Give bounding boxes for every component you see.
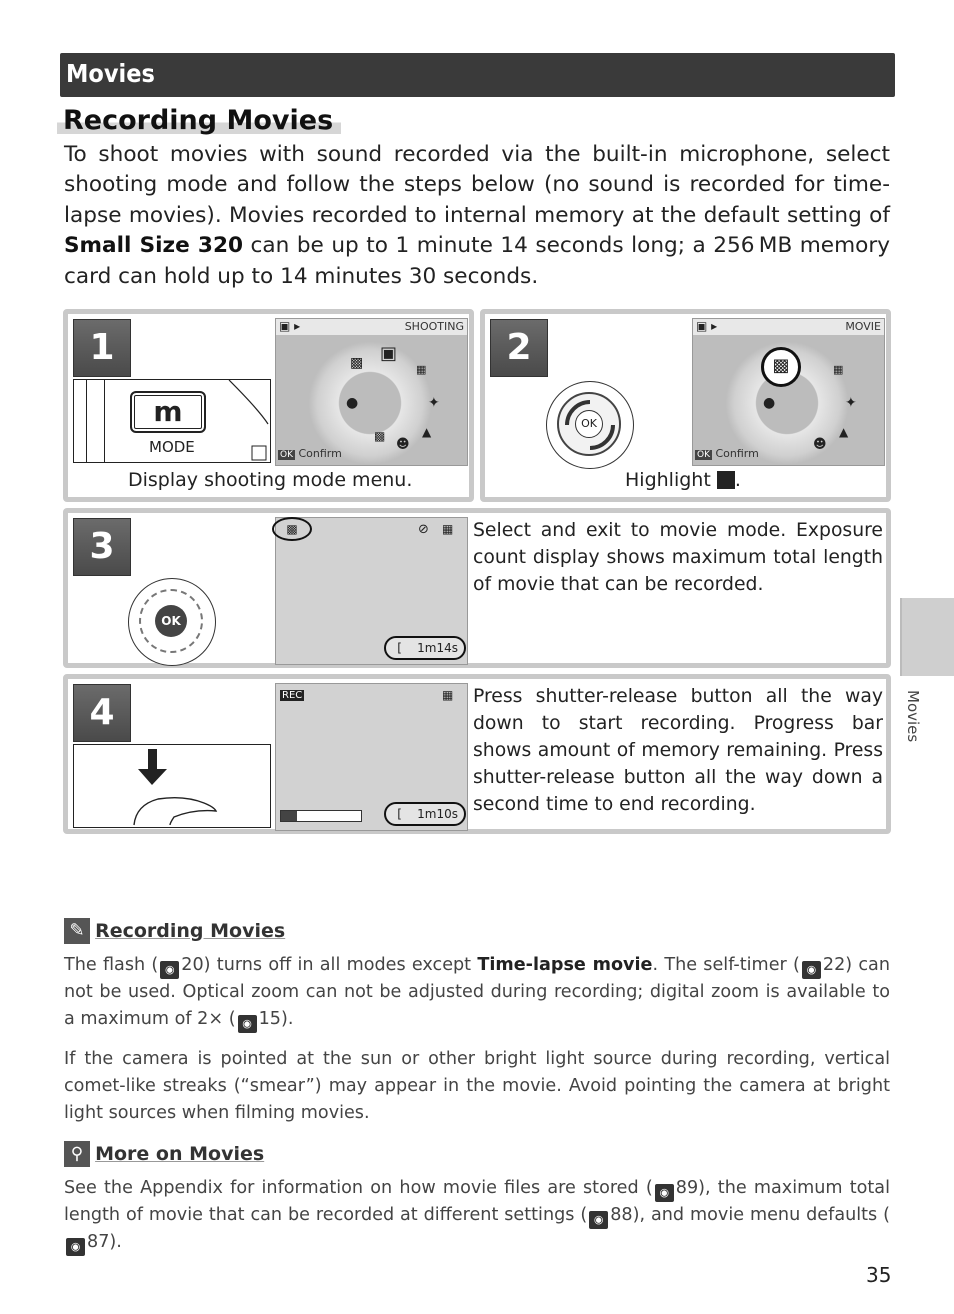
note-paragraph-1: The flash ( ◉ 20) turns off in all modes except Time-lapse movie. The self-timer ( ◉ 22) can not be used. Optical zoom can not be adjusted during recording; digital zoom is available to a maximum of 2× ( ◉ 15). [64, 952, 890, 1033]
intro-bold-setting: Small Size 320 [64, 233, 244, 259]
chapter-side-label: Movies [904, 690, 922, 743]
page-ref-icon: ◉ [238, 1015, 257, 1033]
ok-button: OK [575, 410, 603, 438]
ok-button-pressed: OK [155, 605, 187, 637]
movie-menu-screen [692, 318, 885, 466]
camera-small-icon: ▣ ▸ [279, 319, 301, 333]
note-paragraph-2: If the camera is pointed at the sun or other bright light source during recording, vertical comet-like streaks (“smear”) may appear in the movie. Avoid pointing the camera at bright light sources when filming movies. [64, 1049, 890, 1123]
lcd-menu-title: MOVIE [845, 320, 881, 333]
shooting-menu-screen [275, 318, 468, 466]
note-heading: ⚲ More on Movies [64, 1141, 890, 1171]
movie-icon [717, 471, 735, 489]
note-heading: ✎ Recording Movies [64, 918, 890, 948]
lcd-menu-title: SHOOTING [404, 320, 464, 333]
step-number: 4 [73, 684, 131, 742]
flash-off-icon: ⊘ [418, 522, 429, 537]
movie-mode-indicator: ▩ [272, 517, 312, 541]
intro-paragraph: To shoot movies with sound recorded via the built-in microphone, select shooting mode and follow the steps below (no sound is recorded for time-lapse movies). Movies recorded to internal memory at the default setting of Small Size 320 can be up to 1 minute 14 seconds long; a 256 MB memory card can hold up to 14 minutes 30 seconds. [64, 142, 890, 289]
step-description: Select and exit to movie mode. Exposure count display shows maximum total length of movie that can be recorded. [473, 520, 883, 595]
step-description: Press shutter-release button all the way down to start recording. Progress bar shows amount of memory remaining. Press shutter-release button all the way down a second time to end recording. [473, 686, 883, 815]
note-paragraph: See the Appendix for information on how movie files are stored ( ◉ 89), the maximum total length of movie that can be recorded at different settings ( ◉ 88), and movie menu defaults (◉ 87). [64, 1175, 890, 1256]
memory-icon: ▦ [442, 522, 454, 536]
camera-mode-icon: ▣ [380, 343, 398, 364]
m-button-icon: m [130, 391, 206, 433]
step-4-panel [63, 674, 891, 834]
page-ref-icon: ◉ [655, 1184, 674, 1202]
exposure-count-display: [ 1m14s [384, 636, 466, 660]
scene-mode-icon: ▦ [833, 363, 844, 376]
landscape-icon: ▲ [839, 425, 849, 439]
shutter-press-illustration [73, 744, 271, 828]
page-ref-icon: ◉ [589, 1211, 608, 1229]
note-recording-movies [64, 918, 890, 1127]
flash-icon: ✦ [428, 395, 440, 411]
section-header-bar [60, 53, 895, 97]
portrait-icon: ☻ [813, 437, 827, 452]
portrait-icon: ☻ [396, 437, 410, 452]
step-number: 1 [73, 319, 131, 377]
memory-icon: ▦ [442, 688, 454, 702]
movie-mode-screen [275, 517, 468, 665]
step-1-panel [63, 309, 474, 502]
section-title: Movies [66, 59, 155, 88]
note-more-on-movies [64, 1141, 890, 1256]
step-3-panel [63, 508, 891, 668]
camera-small-icon: ▣ ▸ [696, 319, 718, 333]
recording-progress-bar [280, 810, 362, 822]
step-caption: Highlight . [625, 469, 741, 491]
chapter-side-tab [900, 598, 954, 676]
recording-screen [275, 683, 468, 831]
progress-fill [281, 811, 297, 821]
voice-icon: ● [346, 395, 359, 411]
recording-indicator: REC [282, 690, 303, 701]
step-2-panel [480, 309, 891, 502]
mode-label: MODE [149, 438, 195, 456]
step-number: 3 [73, 518, 131, 576]
pencil-icon: ✎ [64, 918, 90, 944]
page-heading: Recording Movies [57, 104, 341, 134]
confirm-hint: OK Confirm [280, 447, 342, 460]
step-caption: Display shooting mode menu. [128, 469, 413, 491]
remaining-time-display: [ 1m10s [384, 802, 466, 826]
page-ref-icon: ◉ [802, 961, 821, 979]
page-number: 35 [866, 1263, 892, 1287]
flash-icon: ✦ [845, 395, 857, 411]
scene-mode-icon: ▦ [416, 363, 427, 376]
movie-mode-highlight: ▩ [761, 347, 801, 387]
magnifier-icon: ⚲ [64, 1141, 90, 1167]
playback-icon: ▩ [374, 429, 386, 443]
mode-button-illustration [73, 379, 271, 463]
movie-mode-icon: ▩ [350, 355, 364, 371]
multi-selector-illustration [128, 578, 216, 666]
step-number: 2 [490, 319, 548, 377]
voice-icon: ● [763, 395, 776, 411]
page-ref-icon: ◉ [160, 961, 179, 979]
landscape-icon: ▲ [422, 425, 432, 439]
multi-selector-illustration [546, 381, 634, 469]
confirm-hint: OK Confirm [697, 447, 759, 460]
page-ref-icon: ◉ [66, 1238, 85, 1256]
